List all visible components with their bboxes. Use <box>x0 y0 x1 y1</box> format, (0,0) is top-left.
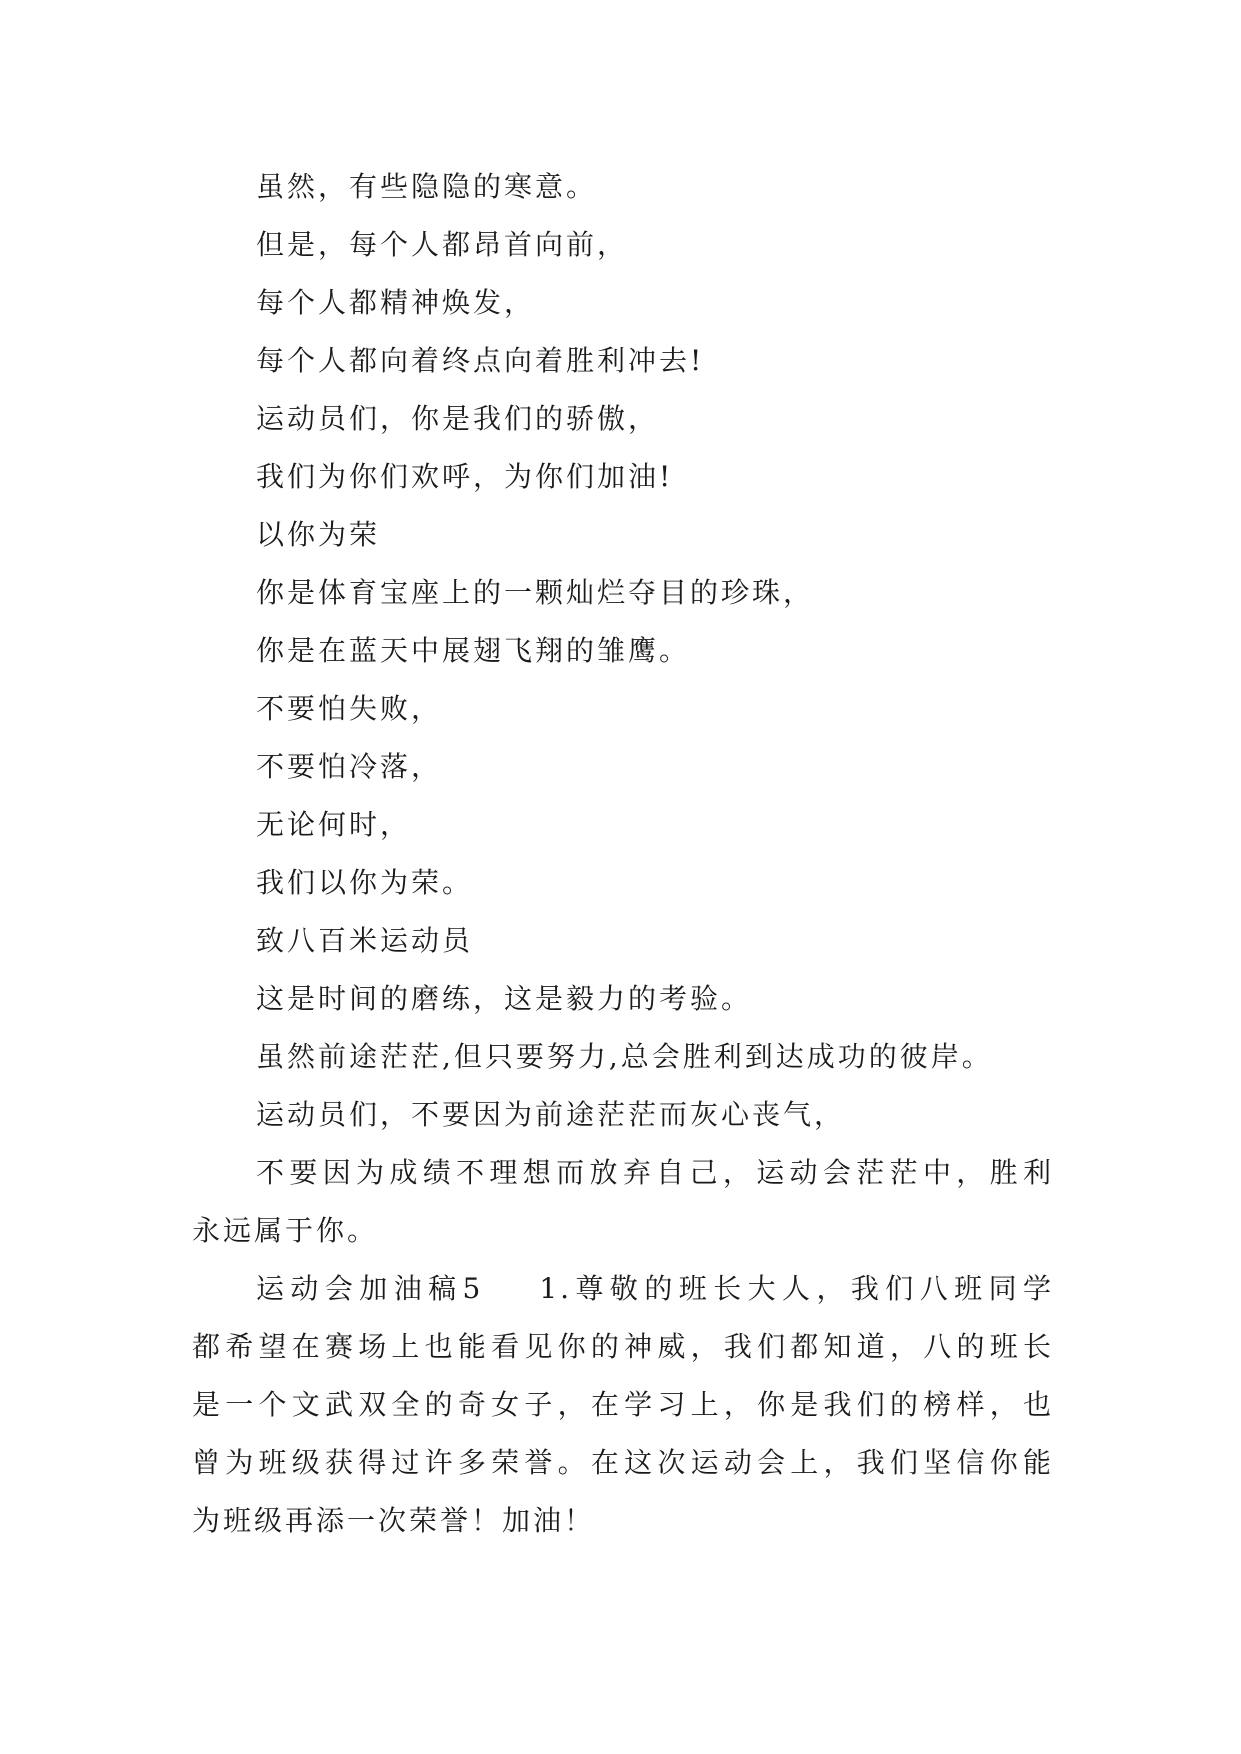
text-line: 无论何时， <box>256 808 412 841</box>
text-line: 我们为你们欢呼，为你们加油! <box>256 460 674 493</box>
paragraph-row: 都希望在赛场上也能看见你的神威，我们都知道，八的班长 <box>192 1330 1054 1363</box>
text-line: 我们以你为荣。 <box>256 866 474 899</box>
section-heading: 以你为荣 <box>256 518 381 551</box>
paragraph <box>192 1260 1054 1550</box>
paragraph-row: 曾为班级获得过许多荣誉。在这次运动会上，我们坚信你能 <box>192 1446 1054 1479</box>
text-line: 但是，每个人都昂首向前， <box>256 228 629 261</box>
text-line: 运动员们，不要因为前途茫茫而灰心丧气， <box>256 1098 846 1131</box>
text-line: 你是体育宝座上的一颗灿烂夺目的珍珠， <box>256 576 815 609</box>
paragraph-row-text: 1.尊敬的班长大人，我们八班同学 <box>539 1272 1054 1305</box>
paragraph-row: 不要因为成绩不理想而放弃自己，运动会茫茫中，胜利 <box>256 1156 1054 1189</box>
paragraph <box>192 1144 1054 1260</box>
heading-inline: 运动会加油稿5 <box>256 1272 484 1305</box>
section-heading: 致八百米运动员 <box>256 924 474 957</box>
text-line: 不要怕冷落， <box>256 750 443 783</box>
paragraph-row <box>192 1260 1054 1318</box>
text-line: 这是时间的磨练，这是毅力的考验。 <box>256 982 753 1015</box>
text-line: 虽然前途茫茫,但只要努力,总会胜利到达成功的彼岸。 <box>256 1040 993 1073</box>
document-page <box>192 158 1054 1550</box>
text-line: 虽然，有些隐隐的寒意。 <box>256 170 598 203</box>
text-line: 每个人都向着终点向着胜利冲去! <box>256 344 705 377</box>
text-line: 你是在蓝天中展翅飞翔的雏鹰。 <box>256 634 691 667</box>
paragraph-row: 是一个文武双全的奇女子，在学习上，你是我们的榜样，也 <box>192 1388 1054 1421</box>
paragraph-row: 永远属于你。 <box>192 1214 379 1247</box>
text-line: 每个人都精神焕发， <box>256 286 536 319</box>
text-line: 运动员们，你是我们的骄傲， <box>256 402 660 435</box>
paragraph-row: 为班级再添一次荣誉！加油！ <box>192 1504 596 1537</box>
text-line: 不要怕失败， <box>256 692 443 725</box>
